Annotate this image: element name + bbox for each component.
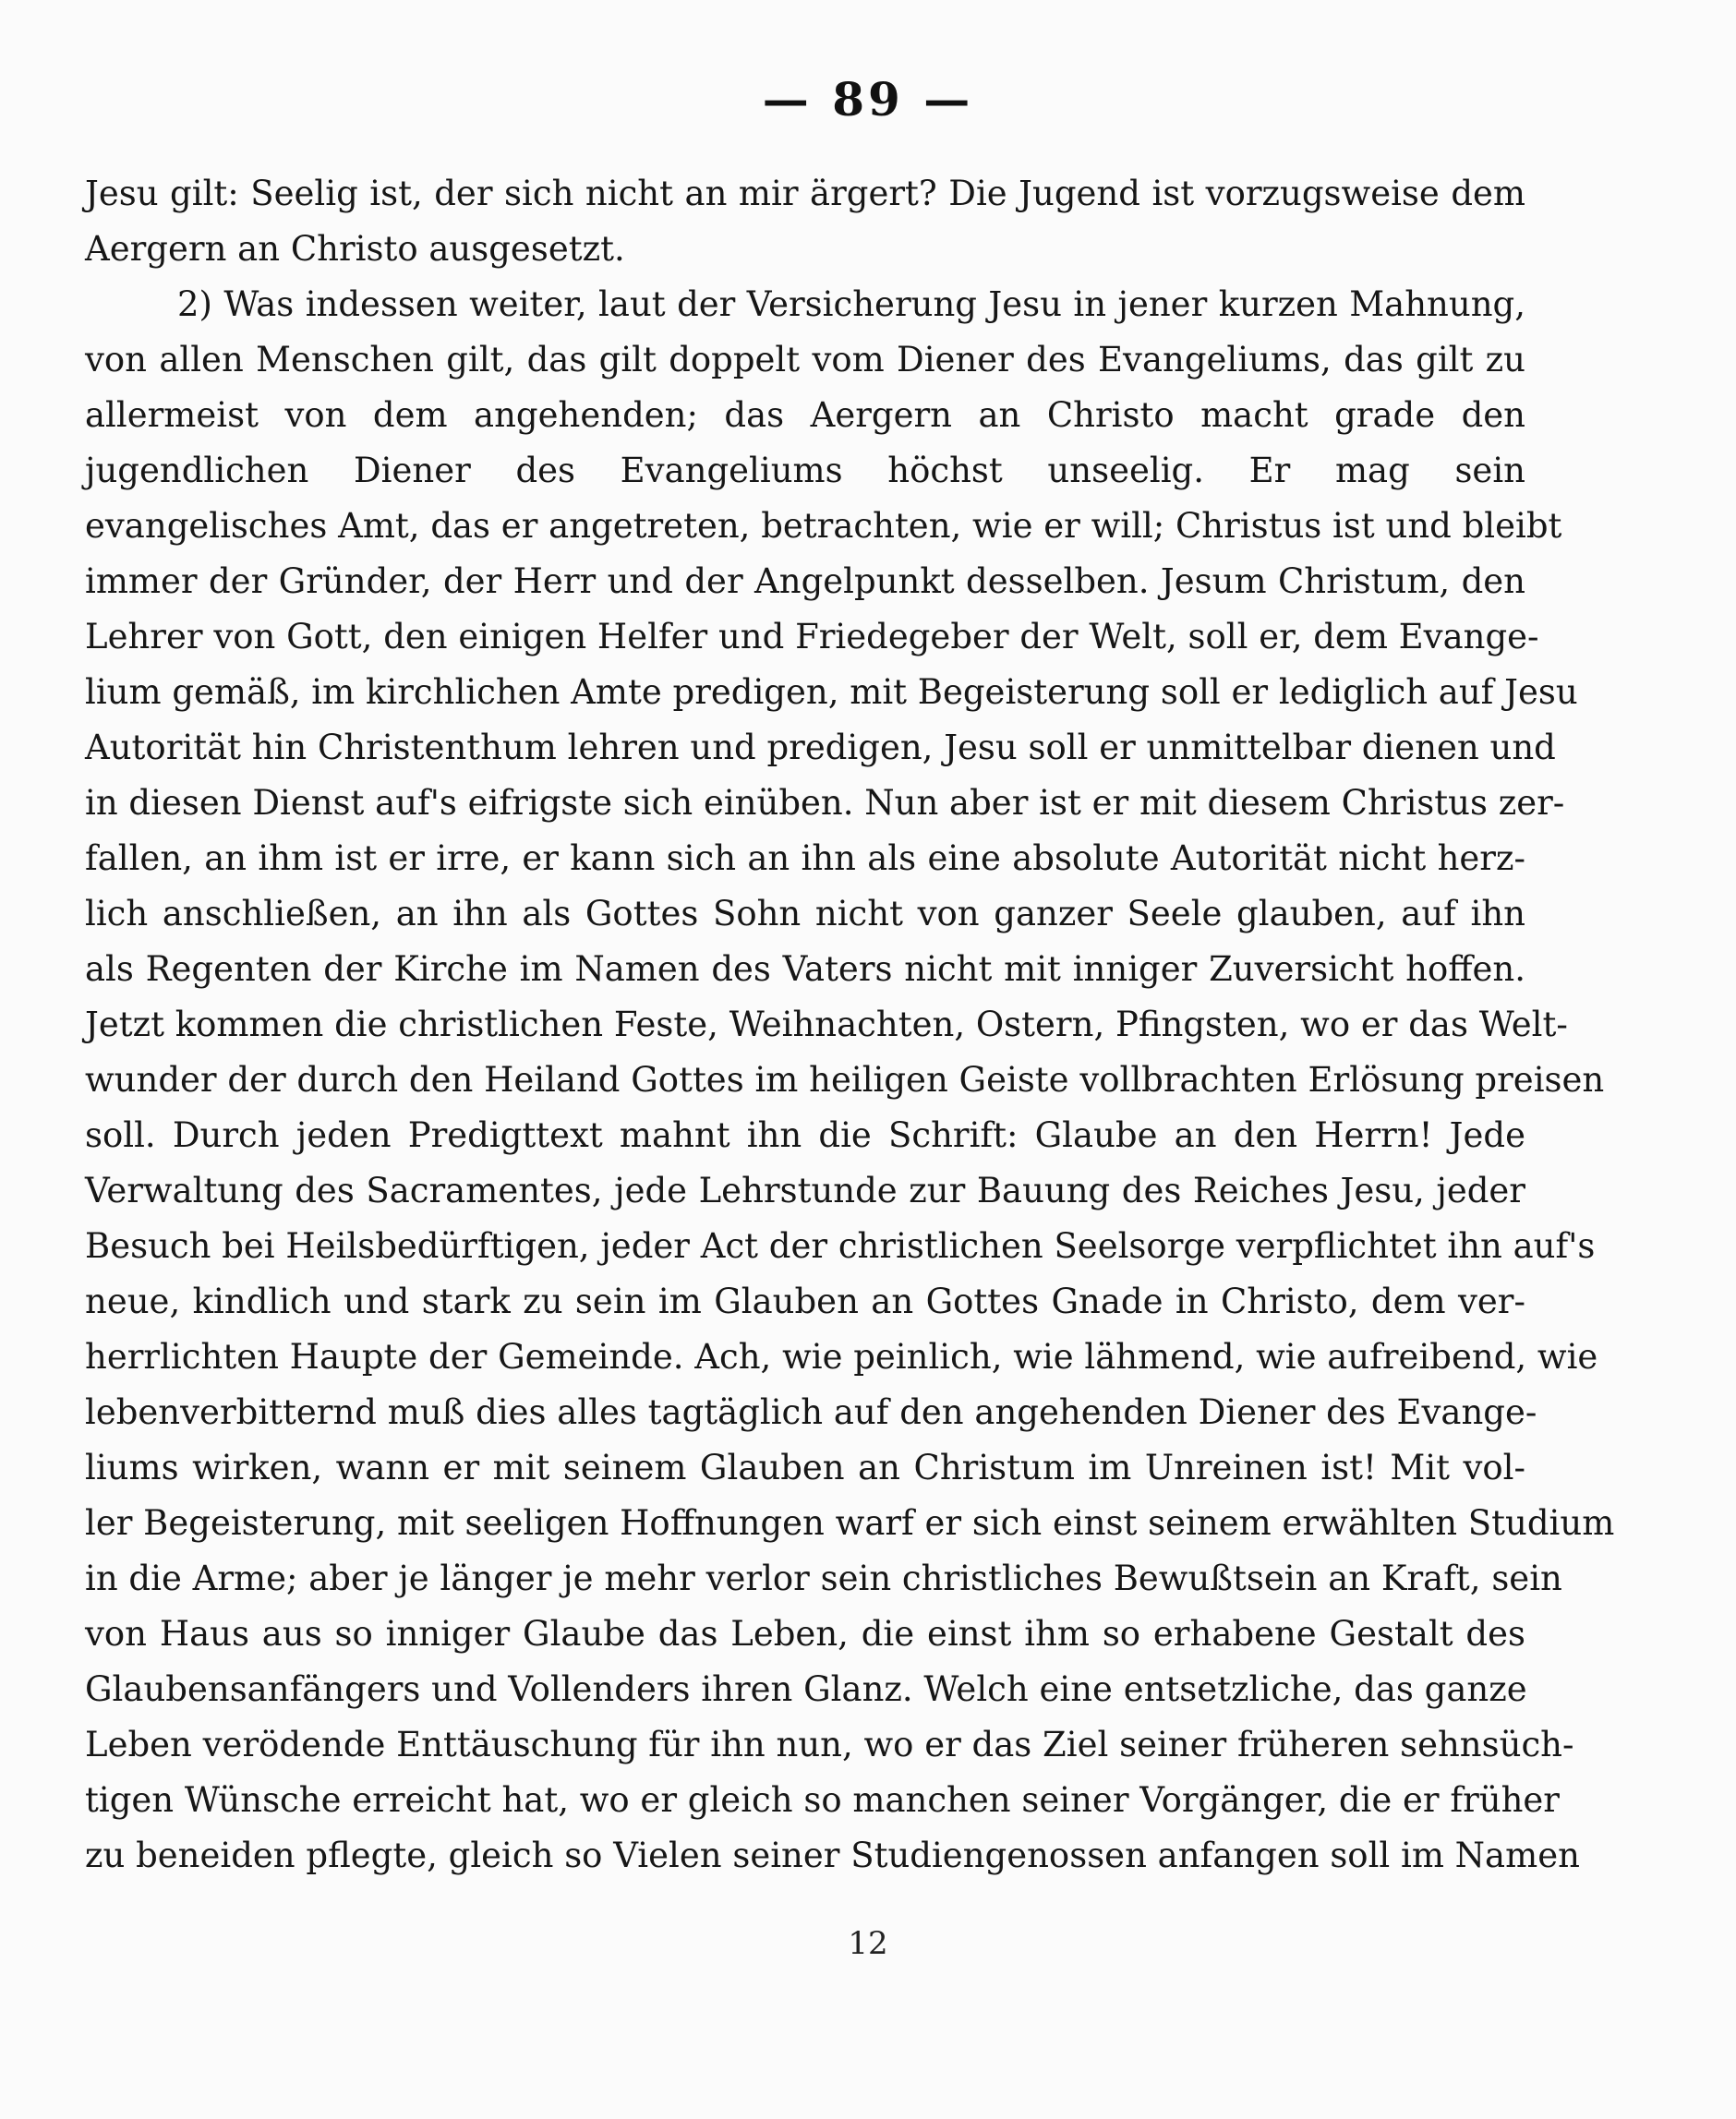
text-line: Verwaltung des Sacramentes, jede Lehrstunde zur Bauung des Reiches Jesu, jeder <box>85 1171 1525 1210</box>
text-line: in die Arme; aber je länger je mehr verlor sein christliches Bewußtsein an Kraft, sein <box>85 1559 1562 1598</box>
text-line: wunder der durch den Heiland Gottes im heiligen Geiste vollbrachten Erlösung preisen <box>85 1060 1605 1100</box>
text-line: von Haus aus so inniger Glaube das Leben, die einst ihm so erhabene Gestalt des <box>85 1614 1525 1654</box>
text-line: als Regenten der Kirche im Namen des Vaters nicht mit inniger Zuversicht hoffen. <box>85 949 1525 989</box>
text-line: Aergern an Christo ausgesetzt. <box>85 229 625 269</box>
text-line: lium gemäß, im kirchlichen Amte predigen, mit Begeisterung soll er lediglich auf Jesu <box>85 672 1578 712</box>
text-line: immer der Gründer, der Herr und der Angelpunkt desselben. Jesum Christum, den <box>85 561 1525 601</box>
text-line: allermeist von dem angehenden; das Aergern an Christo macht grade den <box>85 395 1525 435</box>
text-line: 2) Was indessen weiter, laut der Versicherung Jesu in jener kurzen Mahnung, <box>177 284 1525 324</box>
text-line: Jetzt kommen die christlichen Feste, Weihnachten, Ostern, Pfingsten, wo er das Welt- <box>85 1005 1568 1044</box>
text-line: Besuch bei Heilsbedürftigen, jeder Act der christlichen Seelsorge verpflichtet ihn auf's <box>85 1226 1596 1266</box>
page-number: — 89 — <box>762 72 974 126</box>
text-line: ler Begeisterung, mit seeligen Hoffnungen warf er sich einst seinem erwählten Studium <box>85 1503 1615 1543</box>
text-line: jugendlichen Diener des Evangeliums höchst unseelig. Er mag sein <box>85 451 1525 490</box>
text-line: Jesu gilt: Seelig ist, der sich nicht an mir ärgert? Die Jugend ist vorzugsweise dem <box>85 174 1525 213</box>
text-line: von allen Menschen gilt, das gilt doppelt vom Diener des Evangeliums, das gilt zu <box>85 340 1525 379</box>
text-line: liums wirken, wann er mit seinem Glauben an Christum im Unreinen ist! Mit vol- <box>85 1448 1525 1487</box>
text-line: Leben verödende Enttäuschung für ihn nun, wo er das Ziel seiner früheren sehnsüch- <box>85 1725 1574 1764</box>
text-line: herrlichten Haupte der Gemeinde. Ach, wie peinlich, wie lähmend, wie aufreibend, wie <box>85 1337 1598 1377</box>
text-line: in diesen Dienst auf's eifrigste sich einüben. Nun aber ist er mit diesem Christus zer- <box>85 783 1565 823</box>
text-line: neue, kindlich und stark zu sein im Glauben an Gottes Gnade in Christo, dem ver- <box>85 1282 1525 1321</box>
text-line: Glaubensanfängers und Vollenders ihren Glanz. Welch eine entsetzliche, das ganze <box>85 1669 1527 1709</box>
text-line: Lehrer von Gott, den einigen Helfer und Friedegeber der Welt, soll er, dem Evange- <box>85 617 1539 656</box>
text-line: evangelisches Amt, das er angetreten, betrachten, wie er will; Christus ist und bleibt <box>85 506 1562 546</box>
text-line: zu beneiden pflegte, gleich so Vielen seiner Studiengenossen anfangen soll im Namen <box>85 1836 1580 1875</box>
text-line: lebenverbitternd muß dies alles tagtäglich auf den angehenden Diener des Evange- <box>85 1392 1537 1432</box>
signature-mark: 12 <box>848 1925 888 1962</box>
text-line: lich anschließen, an ihn als Gottes Sohn nicht von ganzer Seele glauben, auf ihn <box>85 894 1525 933</box>
text-line: Autorität hin Christenthum lehren und predigen, Jesu soll er unmittelbar dienen und <box>85 728 1556 767</box>
text-line: tigen Wünsche erreicht hat, wo er gleich so manchen seiner Vorgänger, die er früher <box>85 1780 1560 1820</box>
text-line: fallen, an ihm ist er irre, er kann sich an ihn als eine absolute Autorität nicht herz- <box>85 838 1525 878</box>
text-line: soll. Durch jeden Predigttext mahnt ihn die Schrift: Glaube an den Herrn! Jede <box>85 1115 1525 1155</box>
